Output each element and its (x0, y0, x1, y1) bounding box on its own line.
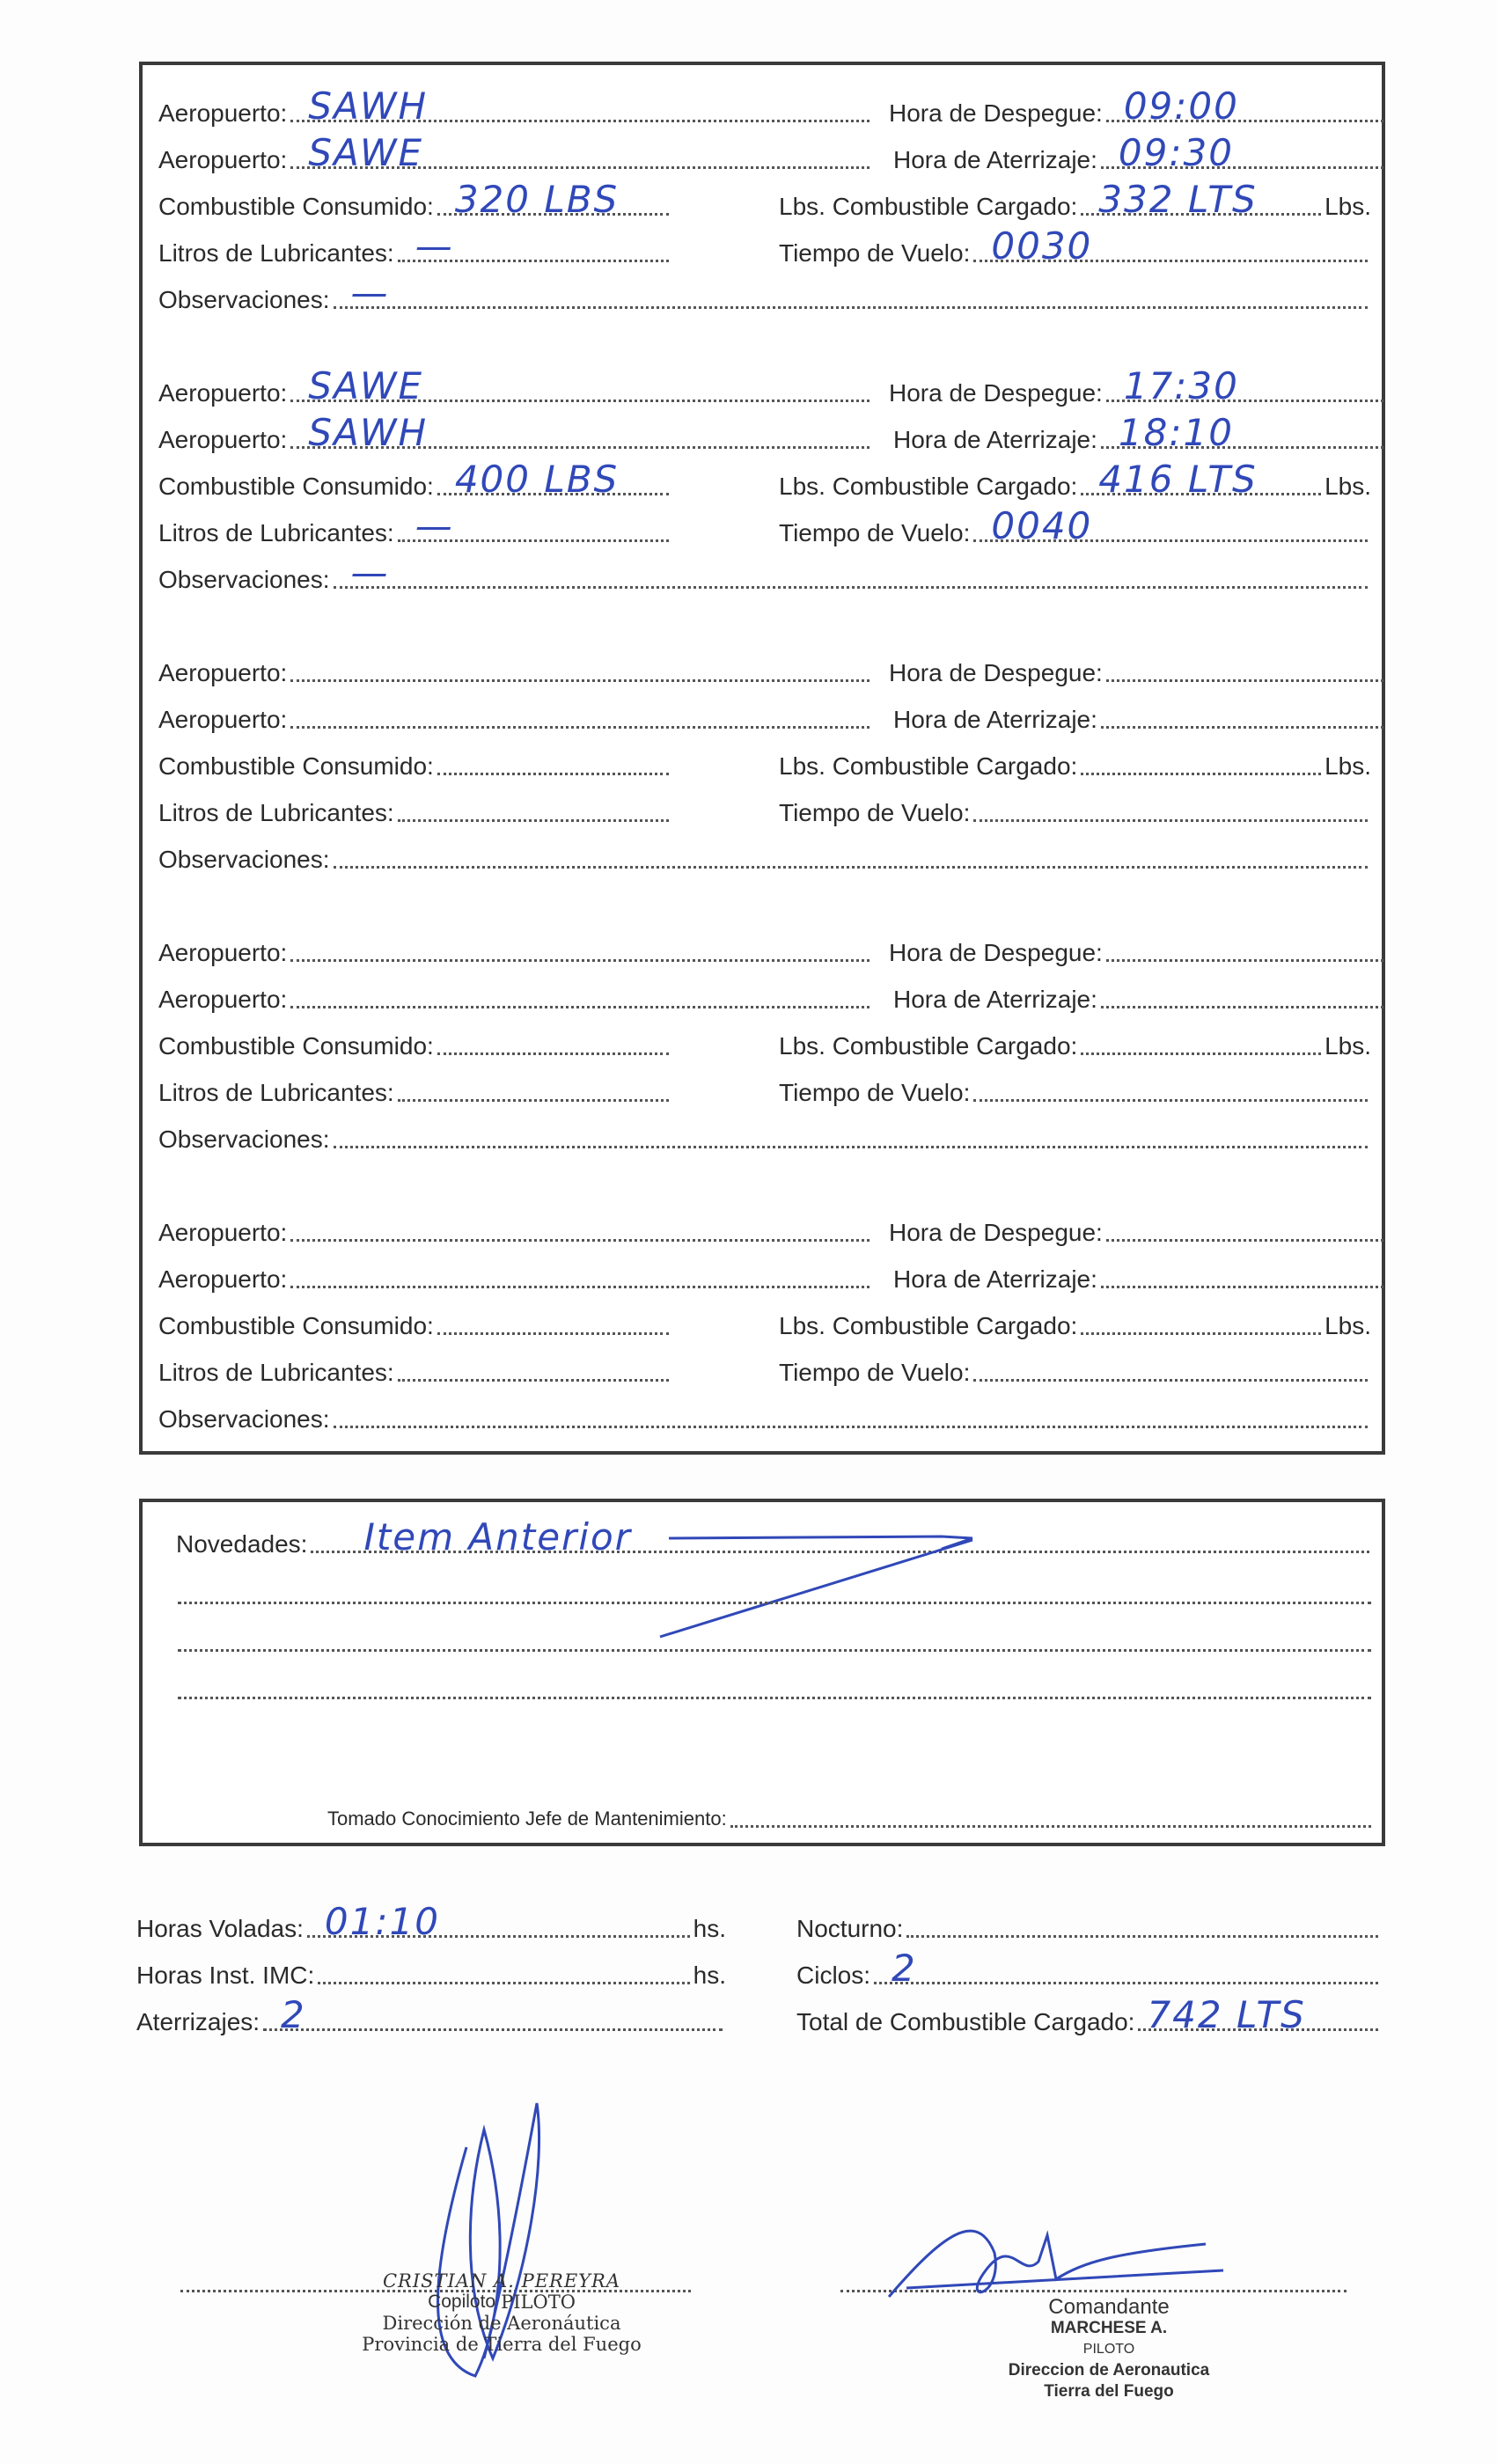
departure-label: Hora de Despegue: (889, 659, 1103, 686)
leg-fuel-used-row-3 (158, 752, 672, 781)
copilot-rank: PILOTO (501, 2292, 576, 2313)
fuel-used-label: Combustible Consumido: (158, 1312, 434, 1339)
hs-unit: hs. (693, 1915, 726, 1942)
captain-stamp (942, 2297, 1276, 2402)
leg-lubricants-row-1 (158, 224, 672, 268)
news-value[interactable]: Item Anterior (363, 1515, 632, 1558)
leg-fuel-loaded-row-2 (779, 458, 1371, 502)
fuel-loaded-label: Lbs. Combustible Cargado: (779, 1032, 1078, 1060)
leg-airport-from-row-4 (158, 938, 873, 968)
leg-fuel-used-row-5 (158, 1311, 672, 1341)
hs-unit: hs. (693, 1962, 726, 1989)
airport-to-value[interactable]: SAWE (308, 131, 424, 174)
flight-time-value[interactable]: 0040 (991, 504, 1093, 547)
fuel-used-value[interactable]: 320 LBS (454, 178, 620, 221)
lbs-unit: Lbs. (1325, 1032, 1371, 1060)
airport-label: Aeropuerto: (158, 146, 288, 173)
total-fuel-value[interactable]: 742 LTS (1147, 1993, 1306, 2036)
lbs-unit: Lbs. (1325, 1312, 1371, 1339)
lubricants-label: Litros de Lubricantes: (158, 239, 394, 267)
imc-row (136, 1961, 726, 1991)
captain-name: MARCHESE A. (1050, 2319, 1168, 2337)
airport-label: Aeropuerto: (158, 939, 288, 966)
leg-airport-to-row-3 (158, 705, 873, 735)
fuel-used-value[interactable]: 400 LBS (454, 458, 620, 501)
cycles-value[interactable]: 2 (892, 1947, 917, 1990)
fuel-used-label: Combustible Consumido: (158, 752, 434, 780)
leg-departure-row-2 (889, 364, 1387, 408)
leg-airport-from-row-5 (158, 1218, 873, 1248)
leg-departure-row-4 (889, 938, 1387, 968)
news-strike-line (651, 1531, 986, 1646)
lbs-unit: Lbs. (1325, 473, 1371, 500)
copilot-stamp (343, 2270, 660, 2355)
landing-label: Hora de Aterrizaje: (893, 986, 1097, 1013)
leg-airport-from-row-1 (158, 84, 873, 128)
lubricants-label: Litros de Lubricantes: (158, 1359, 394, 1386)
night-label: Nocturno: (796, 1915, 904, 1942)
landing-label: Hora de Aterrizaje: (893, 1265, 1097, 1293)
leg-observations-row-2 (158, 551, 1371, 595)
hours-flown-value[interactable]: 01:10 (324, 1900, 440, 1943)
leg-landing-row-3 (893, 705, 1387, 735)
airport-label: Aeropuerto: (158, 426, 288, 453)
leg-airport-to-row-4 (158, 985, 873, 1015)
leg-fuel-used-row-4 (158, 1031, 672, 1061)
observations-label: Observaciones: (158, 1126, 330, 1153)
observations-label: Observaciones: (158, 1405, 330, 1433)
leg-observations-row-1 (158, 271, 1371, 315)
cycles-row (796, 1947, 1382, 1991)
leg-landing-row-1 (893, 131, 1387, 175)
flight-time-label: Tiempo de Vuelo: (779, 519, 971, 546)
hours-flown-label: Horas Voladas: (136, 1915, 304, 1942)
leg-fuel-loaded-row-5 (779, 1311, 1371, 1341)
lbs-unit: Lbs. (1325, 193, 1371, 220)
departure-label: Hora de Despegue: (889, 939, 1103, 966)
copilot-province: Provincia de Tierra del Fuego (362, 2334, 642, 2355)
leg-landing-row-2 (893, 411, 1387, 455)
news-line-4 (178, 1697, 1371, 1699)
leg-flight-time-row-3 (779, 798, 1371, 828)
leg-flight-time-row-1 (779, 224, 1371, 268)
fuel-loaded-label: Lbs. Combustible Cargado: (779, 1312, 1078, 1339)
leg-airport-to-row-5 (158, 1265, 873, 1294)
airport-label: Aeropuerto: (158, 1219, 288, 1246)
fuel-loaded-label: Lbs. Combustible Cargado: (779, 193, 1078, 220)
leg-airport-from-row-3 (158, 658, 873, 688)
landing-label: Hora de Aterrizaje: (893, 426, 1097, 453)
flight-time-value[interactable]: 0030 (991, 224, 1093, 268)
observations-value[interactable]: — (350, 551, 390, 594)
leg-flight-time-row-5 (779, 1358, 1371, 1388)
total-fuel-row (796, 1993, 1382, 2037)
leg-lubricants-row-2 (158, 504, 672, 548)
airport-label: Aeropuerto: (158, 659, 288, 686)
landings-label: Aterrizajes: (136, 2008, 261, 2035)
lubricants-value[interactable]: — (415, 504, 454, 547)
copilot-role: Copiloto (428, 2292, 496, 2312)
lubricants-label: Litros de Lubricantes: (158, 799, 394, 826)
leg-fuel-loaded-row-4 (779, 1031, 1371, 1061)
departure-value[interactable]: 09:00 (1123, 84, 1239, 128)
landings-value[interactable]: 2 (281, 1993, 306, 2036)
departure-label: Hora de Despegue: (889, 379, 1103, 407)
leg-departure-row-1 (889, 84, 1387, 128)
landing-label: Hora de Aterrizaje: (893, 706, 1097, 733)
airport-label: Aeropuerto: (158, 379, 288, 407)
fuel-used-label: Combustible Consumido: (158, 193, 434, 220)
flight-time-label: Tiempo de Vuelo: (779, 799, 971, 826)
cycles-label: Ciclos: (796, 1962, 871, 1989)
leg-flight-time-row-4 (779, 1078, 1371, 1108)
lubricants-label: Litros de Lubricantes: (158, 1079, 394, 1106)
leg-airport-to-row-2 (158, 411, 873, 455)
fuel-loaded-label: Lbs. Combustible Cargado: (779, 473, 1078, 500)
observations-value[interactable]: — (350, 271, 390, 314)
night-row (796, 1914, 1382, 1944)
leg-flight-time-row-2 (779, 504, 1371, 548)
news-line-3 (178, 1649, 1371, 1652)
leg-fuel-loaded-row-3 (779, 752, 1371, 781)
landings-row (136, 1993, 726, 2037)
leg-departure-row-5 (889, 1218, 1387, 1248)
lubricants-label: Litros de Lubricantes: (158, 519, 394, 546)
captain-province: Tierra del Fuego (1044, 2382, 1174, 2401)
leg-lubricants-row-3 (158, 798, 672, 828)
flight-time-label: Tiempo de Vuelo: (779, 1079, 971, 1106)
leg-landing-row-5 (893, 1265, 1387, 1294)
leg-fuel-used-row-1 (158, 178, 672, 222)
airport-from-value[interactable]: SAWE (308, 364, 424, 407)
leg-landing-row-4 (893, 985, 1387, 1015)
observations-label: Observaciones: (158, 846, 330, 873)
captain-role: Comandante (1048, 2295, 1170, 2319)
flight-time-label: Tiempo de Vuelo: (779, 239, 971, 267)
leg-lubricants-row-4 (158, 1078, 672, 1108)
airport-label: Aeropuerto: (158, 99, 288, 127)
flight-time-label: Tiempo de Vuelo: (779, 1359, 971, 1386)
landing-value[interactable]: 18:10 (1118, 411, 1234, 454)
copilot-name: CRISTIAN A. PEREYRA (382, 2270, 621, 2292)
landing-label: Hora de Aterrizaje: (893, 146, 1097, 173)
departure-label: Hora de Despegue: (889, 1219, 1103, 1246)
leg-departure-row-3 (889, 658, 1387, 688)
leg-observations-row-3 (158, 845, 1371, 875)
leg-fuel-used-row-2 (158, 458, 672, 502)
fuel-loaded-value[interactable]: 416 LTS (1098, 458, 1258, 501)
fuel-used-label: Combustible Consumido: (158, 473, 434, 500)
airport-label: Aeropuerto: (158, 986, 288, 1013)
departure-value[interactable]: 17:30 (1123, 364, 1239, 407)
copilot-dept: Dirección de Aeronáutica (382, 2313, 621, 2334)
news-line-2 (178, 1602, 1371, 1604)
leg-observations-row-4 (158, 1125, 1371, 1155)
leg-airport-to-row-1 (158, 131, 873, 175)
lbs-unit: Lbs. (1325, 752, 1371, 780)
observations-label: Observaciones: (158, 286, 330, 313)
captain-rank: PILOTO (1082, 2342, 1135, 2357)
airport-from-value[interactable]: SAWH (308, 84, 429, 128)
landing-value[interactable]: 09:30 (1118, 131, 1234, 174)
departure-label: Hora de Despegue: (889, 99, 1103, 127)
lubricants-value[interactable]: — (415, 224, 454, 268)
fuel-loaded-value[interactable]: 332 LTS (1098, 178, 1258, 221)
leg-airport-from-row-2 (158, 364, 873, 408)
leg-lubricants-row-5 (158, 1358, 672, 1388)
leg-fuel-loaded-row-1 (779, 178, 1371, 222)
observations-label: Observaciones: (158, 566, 330, 593)
leg-observations-row-5 (158, 1404, 1371, 1434)
ack-label: Tomado Conocimiento Jefe de Mantenimiento: (327, 1808, 727, 1830)
airport-label: Aeropuerto: (158, 1265, 288, 1293)
imc-label: Horas Inst. IMC: (136, 1962, 315, 1989)
fuel-loaded-label: Lbs. Combustible Cargado: (779, 752, 1078, 780)
airport-to-value[interactable]: SAWH (308, 411, 429, 454)
total-fuel-label: Total de Combustible Cargado: (796, 2008, 1135, 2035)
ack-row (327, 1804, 1375, 1834)
news-label: Novedades: (176, 1530, 308, 1558)
hours-flown-row (136, 1900, 726, 1944)
fuel-used-label: Combustible Consumido: (158, 1032, 434, 1060)
captain-dept: Direccion de Aeronautica (1008, 2361, 1210, 2380)
airport-label: Aeropuerto: (158, 706, 288, 733)
